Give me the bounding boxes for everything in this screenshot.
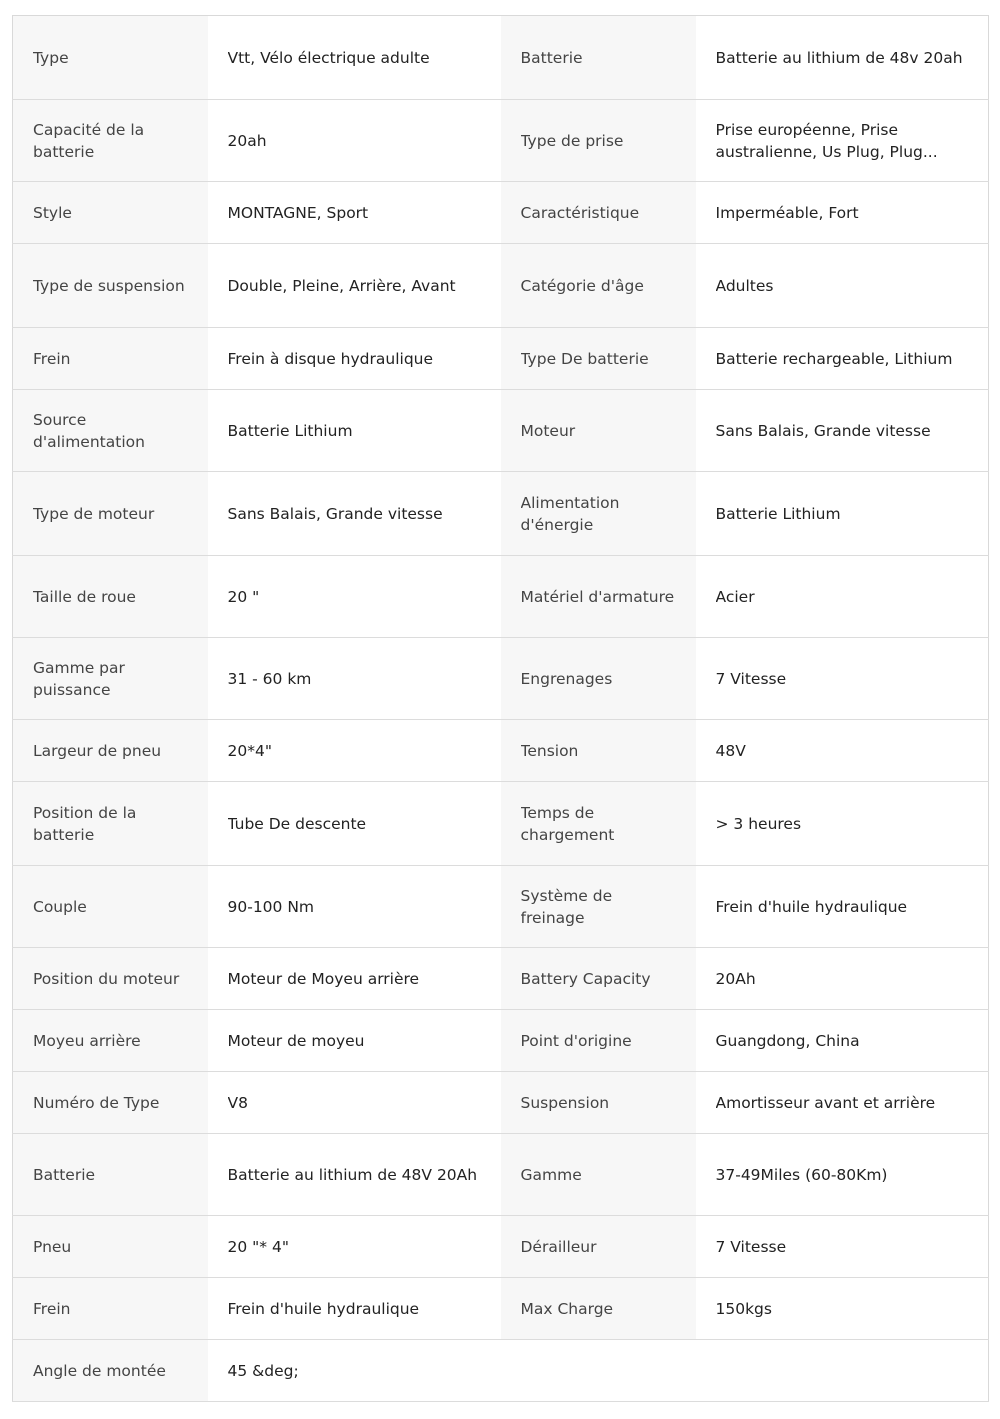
spec-row — [13, 866, 989, 948]
spec-label-text: Max Charge — [520, 1299, 614, 1318]
spec-value — [696, 182, 989, 244]
spec-value — [696, 100, 989, 182]
spec-value-text: Sans Balais, Grande vitesse — [715, 421, 931, 440]
spec-value-text: Frein d'huile hydraulique — [227, 1299, 420, 1318]
spec-label-text: Batterie — [33, 1165, 96, 1184]
spec-label — [501, 948, 696, 1010]
spec-value — [208, 472, 501, 556]
spec-value — [696, 472, 989, 556]
spec-value-text: Acier — [715, 587, 755, 606]
spec-value-text: 90-100 Nm — [227, 897, 315, 916]
spec-label — [13, 16, 208, 100]
spec-label-text: Moyeu arrière — [33, 1031, 141, 1050]
spec-value — [696, 390, 989, 472]
spec-label-text: Batterie — [520, 48, 583, 67]
spec-label — [501, 472, 696, 556]
spec-value-text: MONTAGNE, Sport — [227, 203, 369, 222]
spec-label-text: Système de freinage — [520, 886, 613, 927]
spec-value-text: Sans Balais, Grande vitesse — [227, 504, 443, 523]
spec-label-text: Gamme — [520, 1165, 582, 1184]
spec-label — [13, 244, 208, 328]
spec-value-text: Adultes — [715, 276, 774, 295]
spec-value-text: Frein à disque hydraulique — [227, 349, 434, 368]
spec-value-text: Tube De descente — [227, 814, 367, 833]
spec-label — [13, 866, 208, 948]
spec-label-text: Suspension — [520, 1093, 610, 1112]
spec-row — [13, 390, 989, 472]
spec-value-text: Frein d'huile hydraulique — [715, 897, 908, 916]
spec-value — [696, 556, 989, 638]
spec-value — [696, 1216, 989, 1278]
spec-value — [208, 638, 501, 720]
spec-label — [501, 1134, 696, 1216]
spec-row — [13, 1072, 989, 1134]
spec-row — [13, 16, 989, 100]
spec-label-text: Dérailleur — [520, 1237, 597, 1256]
spec-row — [13, 100, 989, 182]
spec-value — [208, 1134, 501, 1216]
spec-label — [13, 1072, 208, 1134]
spec-label — [13, 182, 208, 244]
spec-label — [501, 390, 696, 472]
spec-label — [501, 1216, 696, 1278]
spec-table — [12, 15, 989, 1402]
spec-value — [696, 948, 989, 1010]
spec-value-text: Vtt, Vélo électrique adulte — [227, 48, 430, 67]
spec-row — [13, 948, 989, 1010]
spec-value — [208, 390, 501, 472]
spec-label-text: Pneu — [33, 1237, 72, 1256]
spec-row — [13, 244, 989, 328]
spec-row — [13, 1278, 989, 1340]
spec-label — [13, 638, 208, 720]
spec-label-text: Matériel d'armature — [520, 587, 675, 606]
spec-label-text: Engrenages — [520, 669, 613, 688]
spec-label-text: Moteur — [520, 421, 576, 440]
spec-value-text: Guangdong, China — [715, 1031, 860, 1050]
spec-value-text: 7 Vitesse — [715, 1237, 787, 1256]
spec-value — [696, 1010, 989, 1072]
spec-label — [501, 1278, 696, 1340]
spec-value — [208, 182, 501, 244]
spec-label — [501, 720, 696, 782]
spec-table-body — [13, 16, 989, 1402]
spec-row — [13, 1134, 989, 1216]
spec-row — [13, 720, 989, 782]
spec-value — [208, 1216, 501, 1278]
spec-label-text: Largeur de pneu — [33, 741, 162, 760]
spec-label — [13, 1278, 208, 1340]
spec-label-text: Angle de montée — [33, 1361, 166, 1380]
spec-label-text: Caractéristique — [520, 203, 640, 222]
spec-value-text: V8 — [227, 1093, 248, 1112]
spec-row — [13, 472, 989, 556]
spec-row — [13, 638, 989, 720]
spec-value-text: 20 "* 4" — [227, 1237, 289, 1256]
spec-label-text: Frein — [33, 1299, 71, 1318]
spec-row — [13, 556, 989, 638]
spec-label-text: Type De batterie — [520, 349, 649, 368]
spec-row — [13, 782, 989, 866]
spec-row — [13, 182, 989, 244]
spec-label — [13, 720, 208, 782]
spec-value-text: 150kgs — [715, 1299, 772, 1318]
spec-label — [13, 556, 208, 638]
spec-value — [696, 16, 989, 100]
spec-value-text: 7 Vitesse — [715, 669, 787, 688]
spec-value — [696, 866, 989, 948]
spec-value — [208, 328, 501, 390]
spec-row — [13, 1216, 989, 1278]
spec-value-text: Prise européenne, Prise australienne, Us Plug, Plug... — [715, 120, 938, 161]
spec-value — [208, 782, 501, 866]
spec-label-text: Position de la batterie — [33, 803, 137, 844]
spec-value-text: 20Ah — [715, 969, 756, 988]
spec-value — [208, 1072, 501, 1134]
spec-value — [208, 16, 501, 100]
spec-label-text: Numéro de Type — [33, 1093, 160, 1112]
spec-value-text: 20*4" — [227, 741, 272, 760]
spec-value-text: Batterie au lithium de 48v 20ah — [715, 48, 963, 67]
spec-value-text: 31 - 60 km — [227, 669, 312, 688]
spec-value-text: Amortisseur avant et arrière — [715, 1093, 936, 1112]
spec-value-text: Batterie au lithium de 48V 20Ah — [227, 1165, 478, 1184]
spec-value-text: Batterie Lithium — [227, 421, 353, 440]
spec-label-text: Tension — [520, 741, 579, 760]
spec-value — [208, 556, 501, 638]
spec-label — [501, 182, 696, 244]
spec-value-text: Imperméable, Fort — [715, 203, 859, 222]
spec-label-text: Couple — [33, 897, 87, 916]
spec-value-text: Moteur de Moyeu arrière — [227, 969, 420, 988]
spec-label — [501, 328, 696, 390]
spec-label-text: Alimentation d'énergie — [520, 493, 620, 534]
spec-label — [501, 556, 696, 638]
spec-label-text: Style — [33, 203, 72, 222]
spec-label-text: Type — [33, 48, 69, 67]
spec-value — [208, 100, 501, 182]
spec-label — [13, 390, 208, 472]
spec-label — [501, 100, 696, 182]
spec-label — [13, 472, 208, 556]
spec-label — [501, 638, 696, 720]
spec-value-text: > 3 heures — [715, 814, 802, 833]
spec-label — [13, 782, 208, 866]
spec-label — [501, 1072, 696, 1134]
spec-value-text: Batterie rechargeable, Lithium — [715, 349, 953, 368]
spec-value — [208, 866, 501, 948]
spec-value — [208, 1278, 501, 1340]
spec-value — [208, 1010, 501, 1072]
spec-value — [208, 244, 501, 328]
spec-label-text: Frein — [33, 349, 71, 368]
spec-label-text: Position du moteur — [33, 969, 180, 988]
spec-row — [13, 1340, 989, 1402]
spec-label — [501, 244, 696, 328]
spec-value — [696, 1072, 989, 1134]
spec-label — [13, 1010, 208, 1072]
spec-value-text: 37-49Miles (60-80Km) — [715, 1165, 888, 1184]
spec-label-text: Point d'origine — [520, 1031, 632, 1050]
spec-label — [501, 1010, 696, 1072]
spec-value-text: Double, Pleine, Arrière, Avant — [227, 276, 456, 295]
spec-value — [696, 720, 989, 782]
spec-label-text: Capacité de la batterie — [33, 120, 145, 161]
spec-label — [501, 866, 696, 948]
spec-label-text: Type de moteur — [33, 504, 155, 523]
spec-value — [696, 1278, 989, 1340]
spec-value — [696, 1134, 989, 1216]
spec-value — [696, 782, 989, 866]
spec-row — [13, 328, 989, 390]
spec-label — [13, 1340, 208, 1402]
spec-value — [696, 244, 989, 328]
spec-label-text: Taille de roue — [33, 587, 136, 606]
spec-value — [208, 1340, 989, 1402]
spec-value — [208, 720, 501, 782]
spec-label-text: Type de prise — [520, 131, 624, 150]
spec-label-text: Catégorie d'âge — [520, 276, 644, 295]
spec-label — [501, 16, 696, 100]
spec-label — [13, 948, 208, 1010]
spec-value-text: 20ah — [227, 131, 267, 150]
spec-label — [13, 1216, 208, 1278]
spec-label-text: Battery Capacity — [520, 969, 651, 988]
spec-value — [208, 948, 501, 1010]
spec-value — [696, 328, 989, 390]
spec-row — [13, 1010, 989, 1072]
spec-value-text: 20 " — [227, 587, 260, 606]
spec-label-text: Source d'alimentation — [33, 410, 145, 451]
spec-value-text: Batterie Lithium — [715, 504, 841, 523]
spec-label-text: Gamme par puissance — [33, 658, 125, 699]
spec-label — [13, 100, 208, 182]
spec-label-text: Temps de chargement — [520, 803, 615, 844]
spec-value-text: 45 &deg; — [227, 1361, 299, 1380]
spec-label — [501, 782, 696, 866]
spec-label — [13, 328, 208, 390]
spec-label-text: Type de suspension — [33, 276, 185, 295]
spec-value — [696, 638, 989, 720]
spec-value-text: 48V — [715, 741, 746, 760]
spec-label — [13, 1134, 208, 1216]
spec-value-text: Moteur de moyeu — [227, 1031, 365, 1050]
